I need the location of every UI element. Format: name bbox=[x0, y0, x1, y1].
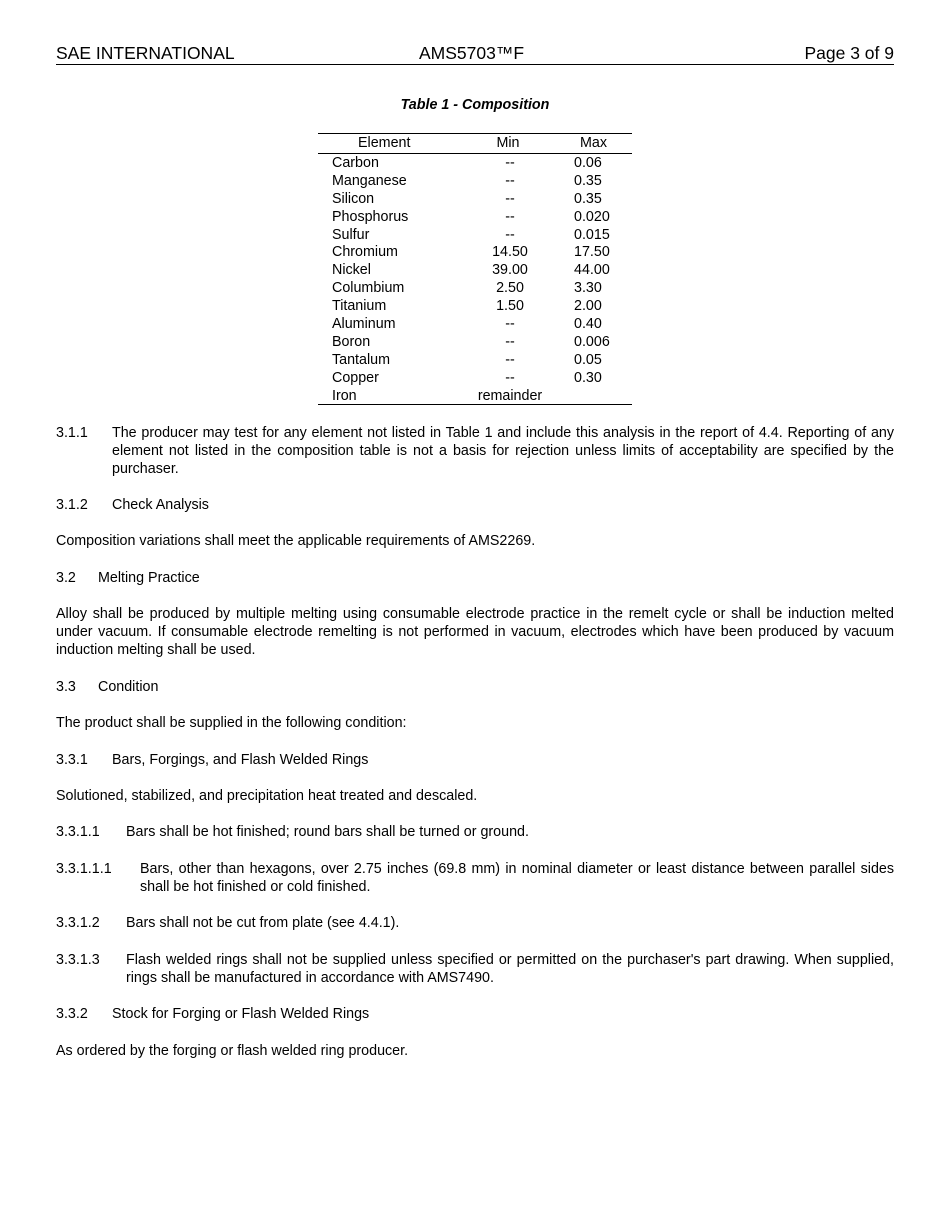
table-row bbox=[318, 351, 632, 369]
paragraph-3-3-1-body: Solutioned, stabilized, and precipitation heat treated and descaled. bbox=[56, 788, 478, 804]
min-cell: -- bbox=[505, 316, 515, 333]
section-title: Stock for Forging or Flash Welded Rings bbox=[112, 1006, 370, 1022]
max-cell: 3.30 bbox=[574, 280, 602, 297]
table-row bbox=[318, 172, 632, 190]
paragraph-3-3-1-1 bbox=[56, 823, 894, 841]
min-cell: 14.50 bbox=[492, 244, 528, 261]
section-number: 3.3.1 bbox=[56, 752, 88, 768]
paragraph-3-1-2-body: Composition variations shall meet the applicable requirements of AMS2269. bbox=[56, 533, 536, 549]
element-cell: Copper bbox=[332, 369, 379, 386]
section-number: 3.3 bbox=[56, 679, 76, 695]
min-cell: remainder bbox=[477, 387, 543, 404]
max-cell: 0.015 bbox=[574, 226, 610, 243]
min-cell: 1.50 bbox=[496, 298, 524, 315]
paragraph-3-1-1 bbox=[56, 424, 894, 478]
section-title: Melting Practice bbox=[98, 570, 200, 586]
table-row bbox=[318, 333, 632, 351]
max-cell: 17.50 bbox=[574, 244, 610, 261]
max-cell: 0.006 bbox=[574, 333, 610, 350]
paragraph-3-3-2-body: As ordered by the forging or flash welded ring producer. bbox=[56, 1043, 409, 1059]
paragraph-text: Bars shall not be cut from plate (see 4.4.1). bbox=[126, 915, 400, 931]
section-number: 3.3.1.2 bbox=[56, 915, 100, 931]
max-cell: 0.40 bbox=[574, 316, 602, 333]
max-cell: 0.35 bbox=[574, 190, 602, 207]
min-cell: -- bbox=[505, 190, 515, 207]
element-cell: Boron bbox=[332, 333, 371, 350]
table-row bbox=[318, 226, 632, 244]
paragraph-3-3-1-3 bbox=[56, 951, 894, 987]
min-cell: -- bbox=[505, 172, 515, 189]
section-title: Bars, Forgings, and Flash Welded Rings bbox=[112, 752, 369, 768]
element-cell: Tantalum bbox=[332, 351, 391, 368]
min-cell: -- bbox=[505, 155, 515, 171]
table-row bbox=[318, 261, 632, 279]
table-row bbox=[318, 243, 632, 261]
table-row bbox=[318, 387, 632, 405]
element-cell: Sulfur bbox=[332, 226, 370, 243]
paragraph-3-3-1-2 bbox=[56, 914, 894, 932]
element-cell: Silicon bbox=[332, 190, 375, 207]
min-cell: -- bbox=[505, 369, 515, 386]
table-row bbox=[318, 297, 632, 315]
paragraph-3-3-1-1-1 bbox=[56, 860, 894, 896]
max-cell: 44.00 bbox=[574, 262, 610, 279]
section-number: 3.3.1.3 bbox=[56, 952, 100, 968]
table-row bbox=[318, 190, 632, 208]
max-cell: 0.06 bbox=[574, 155, 602, 171]
paragraph-3-2-body: Alloy shall be produced by multiple melting using consumable electrode practice in the remelt cycle or shall be induction melted under vacuum. If consumable electrode remelting is not performed in vacuum, electrodes which have been produced by vacuum induction melting shall be used. bbox=[56, 606, 894, 658]
table-row bbox=[318, 369, 632, 387]
element-cell: Columbium bbox=[332, 280, 405, 297]
section-number: 3.1.1 bbox=[56, 425, 88, 441]
section-title: Condition bbox=[98, 679, 159, 695]
element-cell: Aluminum bbox=[332, 316, 396, 333]
header-org: SAE INTERNATIONAL bbox=[56, 43, 235, 63]
max-cell: 0.05 bbox=[574, 351, 602, 368]
paragraph-3-3-body: The product shall be supplied in the following condition: bbox=[56, 715, 407, 731]
max-cell: 0.30 bbox=[574, 369, 602, 386]
section-number: 3.3.2 bbox=[56, 1006, 88, 1022]
section-number: 3.3.1.1 bbox=[56, 824, 100, 840]
min-cell: 39.00 bbox=[492, 262, 528, 279]
max-cell: 2.00 bbox=[574, 298, 602, 315]
paragraph-text: The producer may test for any element not listed in Table 1 and include this analysis in the report of 4.4. Reporting of any element not listed in the composition table is not a basis for rejection unless limits of acceptability are specified by the purchaser. bbox=[112, 425, 894, 477]
max-cell: 0.35 bbox=[574, 172, 602, 189]
min-cell: -- bbox=[505, 333, 515, 350]
section-number: 3.1.2 bbox=[56, 497, 88, 513]
column-header-max: Max bbox=[580, 135, 608, 151]
section-title: Check Analysis bbox=[112, 497, 209, 513]
table-row bbox=[318, 279, 632, 297]
min-cell: -- bbox=[505, 351, 515, 368]
min-cell: -- bbox=[505, 226, 515, 243]
table-header-row bbox=[318, 134, 632, 154]
table-title: Table 1 - Composition bbox=[400, 97, 550, 113]
paragraph-text: Bars shall be hot finished; round bars shall be turned or ground. bbox=[126, 824, 529, 840]
composition-table bbox=[318, 133, 632, 405]
section-number: 3.3.1.1.1 bbox=[56, 861, 112, 877]
paragraph-text: Bars, other than hexagons, over 2.75 inches (69.8 mm) in nominal diameter or least distance between parallel sides shall be hot finished or cold finished. bbox=[140, 861, 894, 895]
page-header bbox=[56, 43, 894, 65]
max-cell: 0.020 bbox=[574, 208, 610, 225]
header-doc-number: AMS5703™F bbox=[419, 43, 525, 63]
element-cell: Iron bbox=[332, 387, 357, 404]
min-cell: -- bbox=[505, 208, 515, 225]
column-header-min: Min bbox=[496, 135, 520, 151]
element-cell: Nickel bbox=[332, 262, 371, 279]
header-page-number: Page 3 of 9 bbox=[804, 43, 894, 63]
table-row bbox=[318, 315, 632, 333]
table-row bbox=[318, 154, 632, 172]
paragraph-text: Flash welded rings shall not be supplied unless specified or permitted on the purchaser's part drawing. When supplied, rings shall be manufactured in accordance with AMS7490. bbox=[126, 952, 894, 986]
column-header-element: Element bbox=[358, 135, 411, 151]
element-cell: Carbon bbox=[332, 155, 379, 171]
min-cell: 2.50 bbox=[496, 280, 524, 297]
element-cell: Titanium bbox=[332, 298, 387, 315]
section-number: 3.2 bbox=[56, 570, 76, 586]
element-cell: Phosphorus bbox=[332, 208, 409, 225]
table-row bbox=[318, 208, 632, 226]
element-cell: Manganese bbox=[332, 172, 407, 189]
element-cell: Chromium bbox=[332, 244, 398, 261]
